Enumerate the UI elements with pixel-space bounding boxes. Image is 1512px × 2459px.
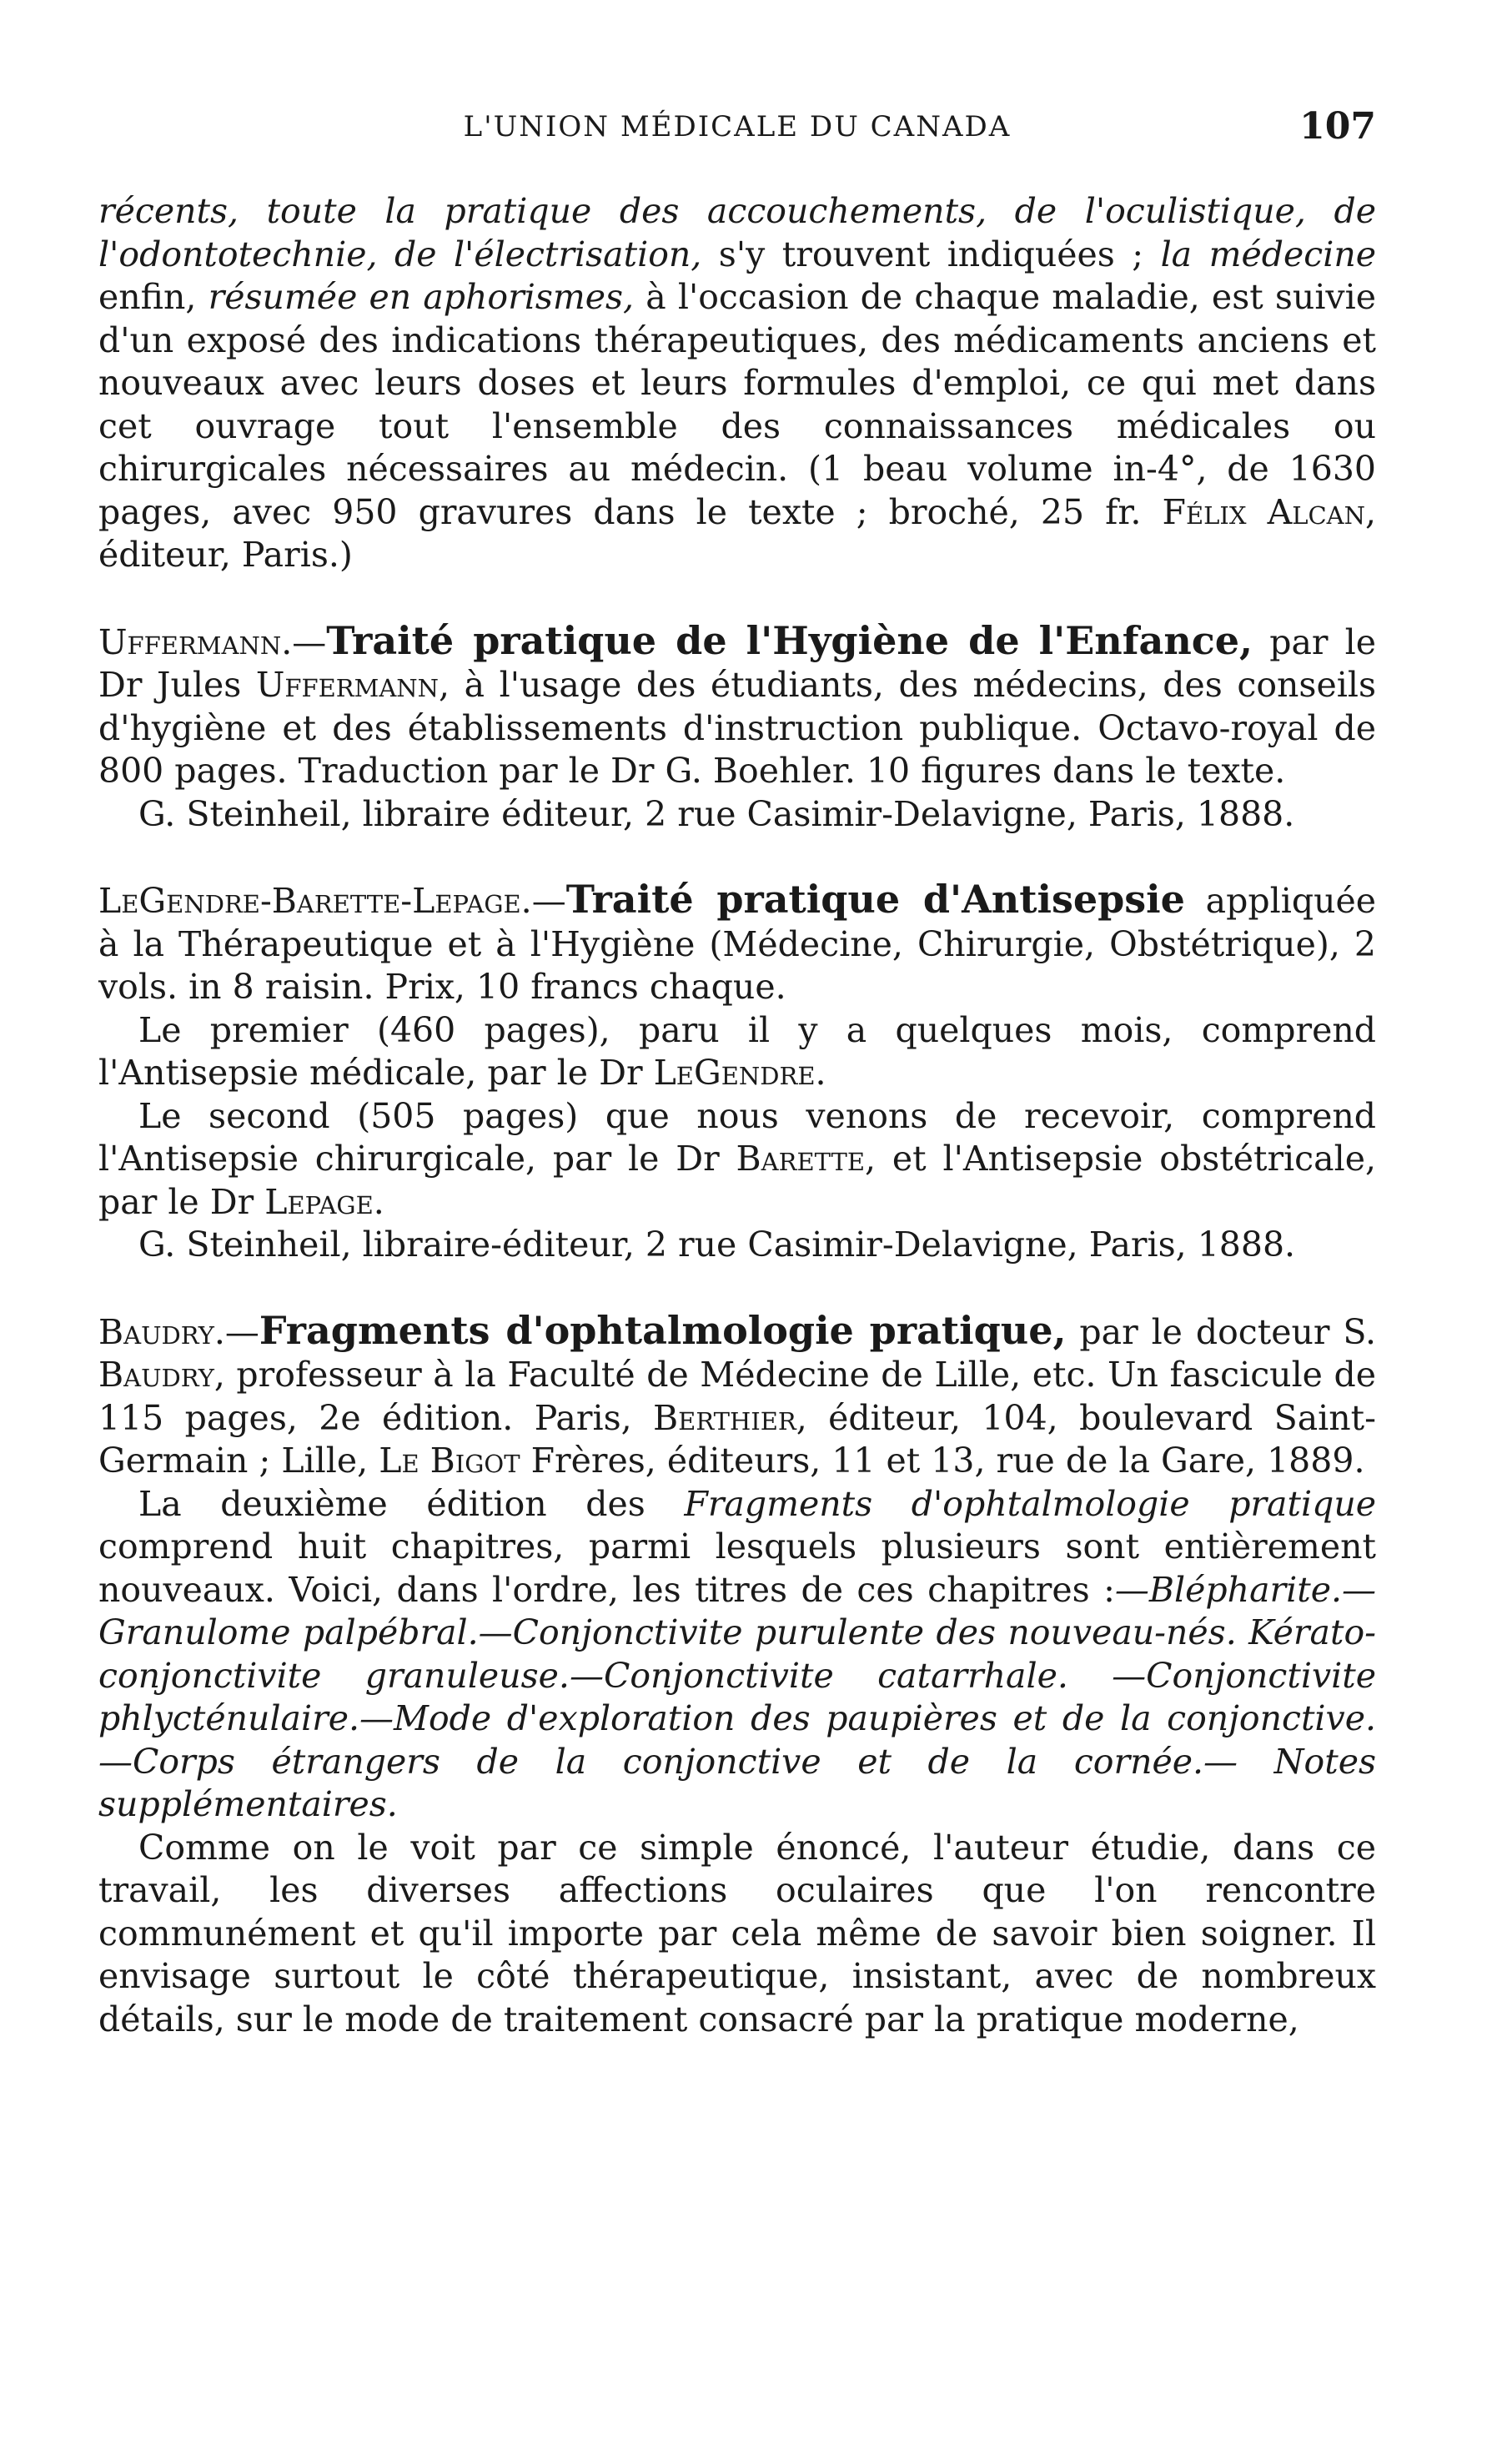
- entry-paragraph: Le premier (460 pages), paru il y a quelques mois, comprend l'Antisepsie médicale, par le Dr LeGendre.: [98, 1009, 1376, 1093]
- entry-title: Fragments d'ophtalmologie pratique,: [259, 1307, 1067, 1353]
- entry-title: Traité pratique de l'Hygiène de l'Enfance,: [326, 617, 1253, 663]
- review-entry-baudry: Baudry.—Fragments d'ophtalmologie pratique, par le docteur S. Baudry, professeur à la Faculté de Médecine de Lille, etc. Un fascicule de 115 pages, 2e édition. Paris, Berthier, éditeur, 104, boulevard Saint-Germain ; Lille, Le Bigot Frères, éditeurs, 11 et 13, rue de la Gare, 1889.: [98, 1307, 1377, 1481]
- entry-paragraph: Comme on le voit par ce simple énoncé, l'auteur étudie, dans ce travail, les diverses affections oculaires que l'on rencontre communément et qu'il importe par cela même de savoir bien soigner. Il envisage surtout le côté thérapeutique, insistant, avec de nombreux détails, sur le mode de traitement consacré par la pratique moderne,: [98, 1827, 1376, 2039]
- entry-separator: [98, 577, 1376, 620]
- page-number: 107: [1299, 105, 1376, 148]
- entry-publisher: G. Steinheil, libraire-éditeur, 2 rue Casimir-Delavigne, Paris, 1888.: [138, 1224, 1296, 1265]
- review-entry-legendre: LeGendre-Barette-Lepage.—Traité pratique d'Antisepsie appliquée à la Thérapeutique et à l'Hygiène (Médecine, Chirurgie, Obstétrique), 2 vols. in 8 raisin. Prix, 10 francs chaque.: [98, 877, 1376, 1007]
- running-title: L'UNION MÉDICALE DU CANADA: [463, 110, 1012, 143]
- entry-author: Baudry.: [98, 1311, 225, 1352]
- running-head: [98, 105, 1376, 152]
- publisher-name: Félix Alcan,: [1162, 491, 1377, 532]
- entry-paragraph: La deuxième édition des Fragments d'ophtalmologie pratique comprend huit chapitres, parmi lesquels plusieurs sont entièrement nouveaux. Voici, dans l'ordre, les titres de ces chapitres :—Blépharite.—Granulome palpébral.—Conjonctivite purulente des nouveau-nés. Kérato-conjonctivite granuleuse.—Conjonctivite catarrhale. —Conjonctivite phlycténulaire.—Mode d'exploration des paupières et de la conjonctive.—Corps étrangers de la conjonctive et de la cornée.— Notes supplémentaires.: [98, 1483, 1376, 1824]
- page-body: [98, 190, 1376, 2041]
- intro-paragraph: récents, toute la pratique des accouchements, de l'oculistique, de l'odontotechnie, de l'électrisation, s'y trouvent indiquées ; la médecine enfin, résumée en aphorismes, à l'occasion de chaque maladie, est suivie d'un exposé des indications thérapeutiques, des médicaments anciens et nouveaux avec leurs doses et leurs formules d'emploi, ce qui met dans cet ouvrage tout l'ensemble des connaissances médicales ou chirurgicales nécessaires au médecin. (1 beau volume in-4°, de 1630 pages, avec 950 gravures dans le texte ; broché, 25 fr. Félix Alcan, éditeur, Paris.): [98, 191, 1377, 575]
- chapter-list: —Blépharite.—Granulome palpébral.—Conjonctivite purulente des nouveau-nés. Kérato-conjonctivite granuleuse.—Conjonctivite catarrhale. —Conjonctivite phlycténulaire.—Mode d'exploration des paupières et de la conjonctive.—Corps étrangers de la conjonctive et de la cornée.— Notes supplémentaires.: [98, 1569, 1376, 1824]
- entry-author: LeGendre-Barette-Lepage.: [98, 881, 532, 921]
- entry-separator: [98, 836, 1376, 878]
- entry-paragraph: Le second (505 pages) que nous venons de recevoir, comprend l'Antisepsie chirurgicale, par le Dr Barette, et l'Antisepsie obstétricale, par le Dr Lepage.: [98, 1095, 1376, 1222]
- entry-title: Traité pratique d'Antisepsie: [565, 877, 1185, 922]
- book-page: [98, 0, 1376, 2459]
- entry-separator: [98, 1267, 1376, 1310]
- entry-publisher: G. Steinheil, libraire éditeur, 2 rue Casimir-Delavigne, Paris, 1888.: [138, 793, 1295, 834]
- entry-author: Uffermann.: [98, 621, 293, 662]
- review-entry-uffermann: Uffermann.—Traité pratique de l'Hygiène de l'Enfance, par le Dr Jules Uffermann, à l'usage des étudiants, des médecins, des conseils d'hygiène et des établissements d'instruction publique. Octavo-royal de 800 pages. Traduction par le Dr G. Boehler. 10 figures dans le texte.: [98, 617, 1377, 791]
